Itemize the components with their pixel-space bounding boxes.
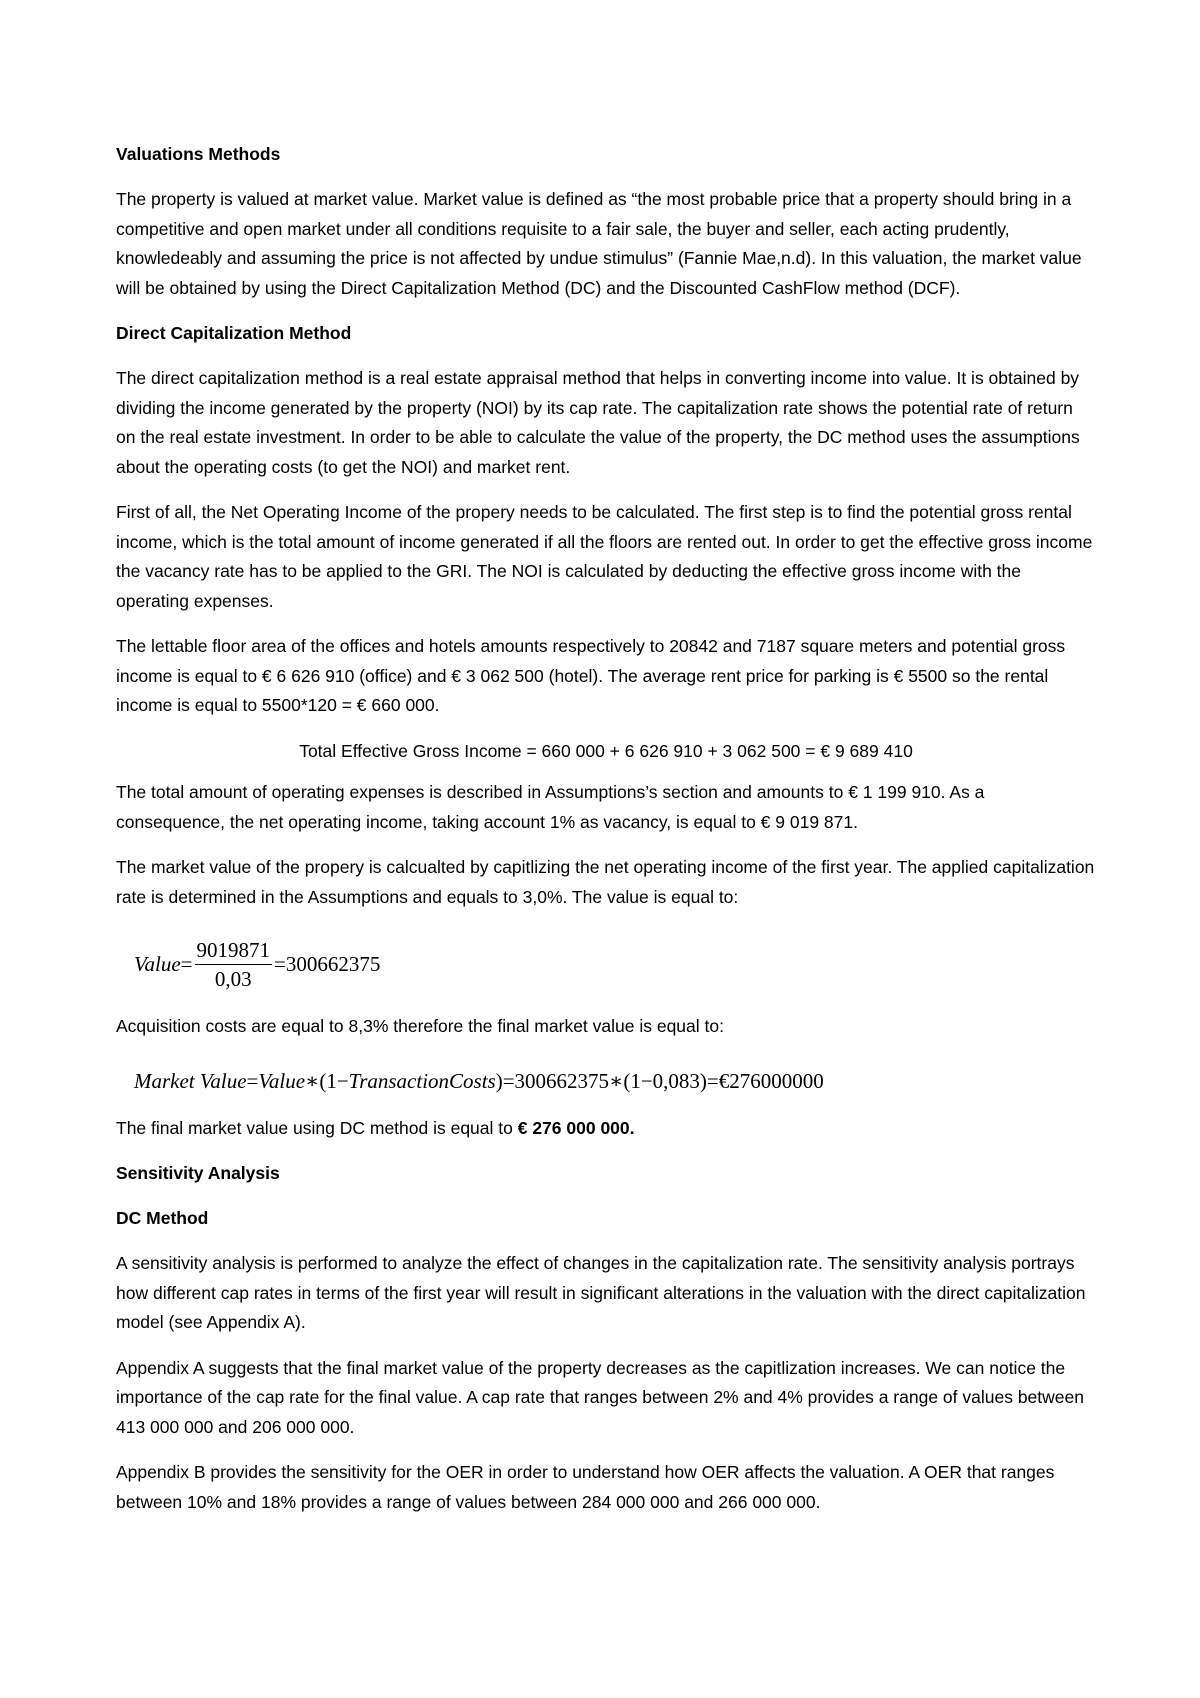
equation-value-numerator: 9019871 bbox=[195, 938, 273, 965]
equation-mv-value: Value bbox=[258, 1069, 306, 1093]
paragraph-market-value-definition: The property is valued at market value. Market value is defined as “the most probable price that a property should bring in a competitive and open market under all conditions requisite to a fair sale, the buyer and seller, each acting prudently, knowledeably and assuming the price is not affected by undue stimulus” (Fannie Mae,n.d). In this valuation, the market value will be obtained by using the Direct Capitalization Method (DC) and the Discounted CashFlow method (DCF). bbox=[116, 189, 1082, 298]
dc-final-prefix: The final market value using DC method is equal to bbox=[116, 1117, 518, 1138]
equation-mv-transaction-costs: TransactionCosts bbox=[348, 1069, 496, 1093]
equation-value-result: =300662375 bbox=[274, 951, 381, 976]
equation-value bbox=[134, 928, 1096, 1000]
equation-mv-operator: ∗(1− bbox=[305, 1069, 349, 1093]
paragraph-appendix-b: Appendix B provides the sensitivity for the OER in order to understand how OER affects the valuation. A OER that ranges between 10% and 18% provides a range of values between 284 000 000 and 266 000 000. bbox=[116, 1462, 1055, 1512]
formula-total-egi: Total Effective Gross Income = 660 000 + 6 626 910 + 3 062 500 = € 9 689 410 bbox=[299, 740, 913, 761]
paragraph-cap-rate: The market value of the propery is calcualted by capitlizing the net operating income of the first year. The applied capitalization rate is determined in the Assumptions and equals to 3,0%. The value is equal to: bbox=[116, 857, 1095, 907]
paragraph-dc-intro: The direct capitalization method is a real estate appraisal method that helps in converting income into value. It is obtained by dividing the income generated by the property (NOI) by its cap rate. The capitalization rate shows the potential rate of return on the real estate investment. In order to be able to calculate the value of the property, the DC method uses the assumptions about the operating costs (to get the NOI) and market rent. bbox=[116, 368, 1080, 477]
heading-valuations-methods: Valuations Methods bbox=[116, 144, 281, 164]
paragraph-operating-expenses: The total amount of operating expenses is described in Assumptions’s section and amounts to € 1 199 910. As a consequence, the net operating income, taking account 1% as vacancy, is equal to € 9 019 871. bbox=[116, 782, 985, 832]
document-body bbox=[116, 140, 1096, 1533]
equation-value-equals: = bbox=[180, 951, 193, 976]
paragraph-dc-final-value bbox=[116, 1114, 1096, 1144]
equation-mv-equals: = bbox=[246, 1069, 259, 1093]
heading-dc-method: DC Method bbox=[116, 1208, 209, 1228]
equation-value-fraction bbox=[195, 938, 273, 991]
equation-mv-label: Market Value bbox=[134, 1069, 247, 1093]
paragraph-appendix-a: Appendix A suggests that the final market value of the property decreases as the capitlization increases. We can notice the importance of the cap rate for the final value. A cap rate that ranges between 2% and 4% provides a range of values between 413 000 000 and 206 000 000. bbox=[116, 1357, 1084, 1437]
equation-value-denominator: 0,03 bbox=[214, 966, 252, 991]
heading-sensitivity-analysis: Sensitivity Analysis bbox=[116, 1163, 280, 1183]
equation-mv-result: )=300662375∗(1−0,083)=€276000000 bbox=[495, 1069, 824, 1093]
paragraph-sensitivity-intro: A sensitivity analysis is performed to analyze the effect of changes in the capitalization rate. The sensitivity analysis portrays how different cap rates in terms of the first year will result in significant alterations in the valuation with the direct capitalization model (see Appendix A). bbox=[116, 1253, 1086, 1332]
equation-value-lhs: Value bbox=[134, 951, 181, 976]
paragraph-acquisition-costs: Acquisition costs are equal to 8,3% therefore the final market value is equal to: bbox=[116, 1016, 724, 1036]
paragraph-lettable-area: The lettable floor area of the offices and hotels amounts respectively to 20842 and 7187 square meters and potential gross income is equal to € 6 626 910 (office) and € 3 062 500 (hotel). The average rent price for parking is € 5500 so the rental income is equal to 5500*120 = € 660 000. bbox=[116, 636, 1066, 715]
heading-direct-capitalization: Direct Capitalization Method bbox=[116, 323, 352, 343]
dc-final-amount: € 276 000 000. bbox=[517, 1117, 635, 1138]
paragraph-noi-steps: First of all, the Net Operating Income of the propery needs to be calculated. The first step is to find the potential gross rental income, which is the total amount of income generated if all the floors are rented out. In order to get the effective gross income the vacancy rate has to be applied to the GRI. The NOI is calculated by deducting the effective gross income with the operating expenses. bbox=[116, 502, 1093, 611]
equation-market-value bbox=[134, 1058, 1096, 1106]
